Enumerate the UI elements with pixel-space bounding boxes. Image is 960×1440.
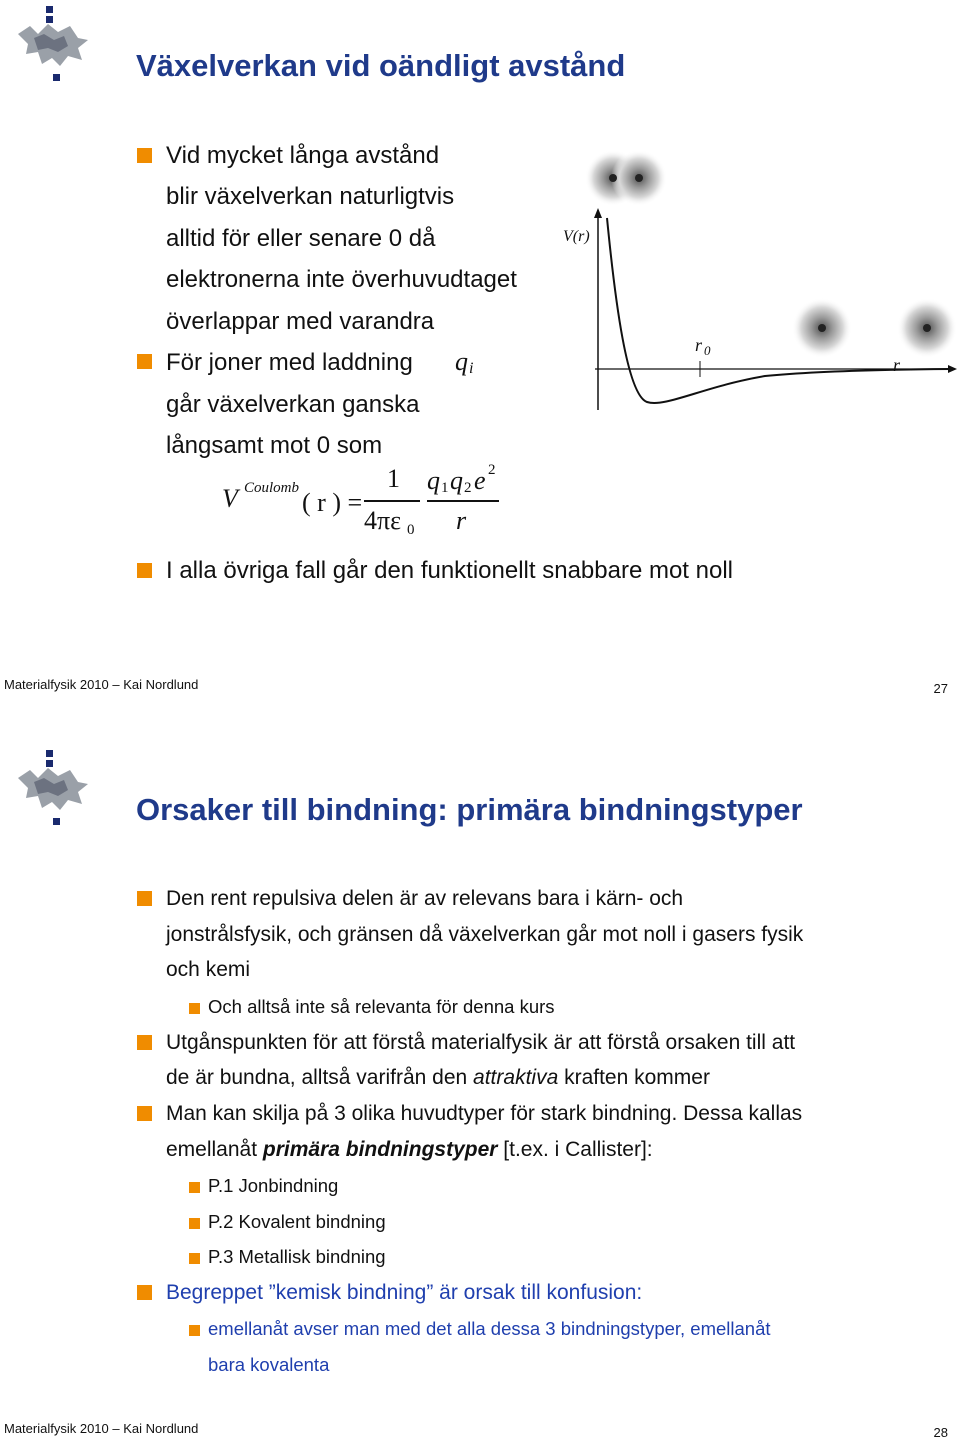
bullet-marker	[137, 1285, 152, 1300]
text-span: de är bundna, alltså varifrån den	[166, 1066, 474, 1089]
formula-V: V	[222, 484, 238, 513]
formula-superscript: Coulomb	[244, 480, 300, 496]
formula-e: e	[474, 466, 486, 495]
bullet1-line: elektronerna inte överhuvudtaget	[166, 266, 517, 293]
formula-denominator-1: 4πε	[364, 506, 402, 535]
university-logo-icon	[8, 748, 96, 830]
sub-bullet-marker	[189, 1218, 200, 1229]
charge-q: q	[455, 347, 468, 376]
italic-text: attraktiva	[473, 1066, 559, 1089]
charge-subscript: i	[469, 360, 474, 377]
slide-title: Orsaker till bindning: primära bindningstyper	[136, 792, 803, 827]
page-number: 28	[933, 1425, 948, 1440]
sub-bullet-marker	[189, 1003, 200, 1014]
bullet2-line2	[166, 1060, 710, 1096]
sub-bullet-text: P.3 Metallisk bindning	[208, 1246, 386, 1267]
footer-text: Materialfysik 2010 – Kai Nordlund	[4, 677, 199, 692]
bullet1-line: överlappar med varandra	[166, 308, 435, 335]
bullet-marker	[137, 891, 152, 906]
slide-title: Växelverkan vid oändligt avstånd	[136, 48, 626, 83]
formula-argument: ( r ) =	[302, 488, 363, 517]
bullet1-line: Den rent repulsiva delen är av relevans bara i kärn- och	[166, 887, 684, 910]
text-span: kraften kommer	[558, 1066, 710, 1089]
r0-label-r: r	[695, 335, 703, 355]
sub-bullet-line: emellanåt avser man med det alla dessa 3 bindningstyper, emellanåt	[208, 1318, 771, 1339]
sub-bullet-marker	[189, 1325, 200, 1336]
sub-bullet-line: bara kovalenta	[208, 1354, 330, 1375]
bullet1-line: jonstrålsfysik, och gränsen då växelverkan går mot noll i gasers fysik	[166, 923, 804, 946]
university-logo-icon	[8, 4, 96, 86]
bullet3-line2	[166, 1132, 653, 1168]
formula-subscript: 2	[464, 480, 472, 496]
overlapping-atoms-icon	[585, 150, 667, 206]
bullet2-line: långsamt mot 0 som	[166, 432, 383, 459]
sub-bullet-text: Och alltså inte så relevanta för denna kurs	[208, 996, 555, 1017]
footer-text: Materialfysik 2010 – Kai Nordlund	[4, 1421, 199, 1436]
bullet4-text: Begreppet ”kemisk bindning” är orsak till konfusion:	[166, 1281, 643, 1304]
sub-bullet-text: P.1 Jonbindning	[208, 1175, 339, 1196]
formula-q2: q	[450, 466, 463, 495]
page-number: 27	[933, 681, 948, 696]
formula-q1: q	[427, 466, 440, 495]
formula-r: r	[456, 506, 467, 535]
coulomb-formula	[222, 462, 512, 542]
fraction-bar	[427, 500, 499, 502]
bullet3-line: Man kan skilja på 3 olika huvudtyper för stark bindning. Dessa kallas	[166, 1102, 803, 1125]
formula-numerator-1: 1	[387, 464, 400, 493]
bullet1-line: alltid för eller senare 0 då	[166, 225, 436, 252]
text-span: [t.ex. i Callister]:	[497, 1138, 653, 1161]
separated-atoms-icon	[792, 298, 957, 358]
bullet1-line: Vid mycket långa avstånd	[166, 142, 440, 169]
bullet-marker	[137, 148, 152, 163]
y-axis-label-text: V(r)	[563, 228, 590, 245]
bullet1-line: och kemi	[166, 958, 251, 981]
slide-28	[0, 720, 960, 1440]
bullet-marker	[137, 563, 152, 578]
formula-superscript: 2	[488, 462, 496, 478]
sub-bullet-marker	[189, 1182, 200, 1193]
bullet1-line: blir växelverkan naturligtvis	[166, 183, 455, 210]
bullet-marker	[137, 1106, 152, 1121]
bullet1-text-block	[166, 138, 528, 338]
bullet2-line: För joner med laddning	[166, 349, 413, 376]
potential-curve-figure	[555, 150, 960, 410]
sub-bullet-text: P.2 Kovalent bindning	[208, 1211, 386, 1232]
sub-bullet-marker	[189, 1253, 200, 1264]
x-axis-label-text: r	[893, 355, 901, 375]
bullet3-text: I alla övriga fall går den funktionellt snabbare mot noll	[166, 557, 733, 584]
bold-italic-text: primära bindningstyper	[262, 1138, 498, 1161]
text-span: emellanåt	[166, 1138, 263, 1161]
bullet-marker	[137, 1035, 152, 1050]
bullet2-line: går växelverkan ganska	[166, 391, 420, 418]
r0-label-sub: 0	[704, 343, 711, 358]
fraction-bar	[364, 500, 420, 502]
formula-subscript: 1	[441, 480, 449, 496]
bullet-marker	[137, 354, 152, 369]
bullet2-line: Utgånspunkten för att förstå materialfysik är att förstå orsaken till att	[166, 1031, 796, 1054]
formula-subscript: 0	[407, 522, 415, 538]
